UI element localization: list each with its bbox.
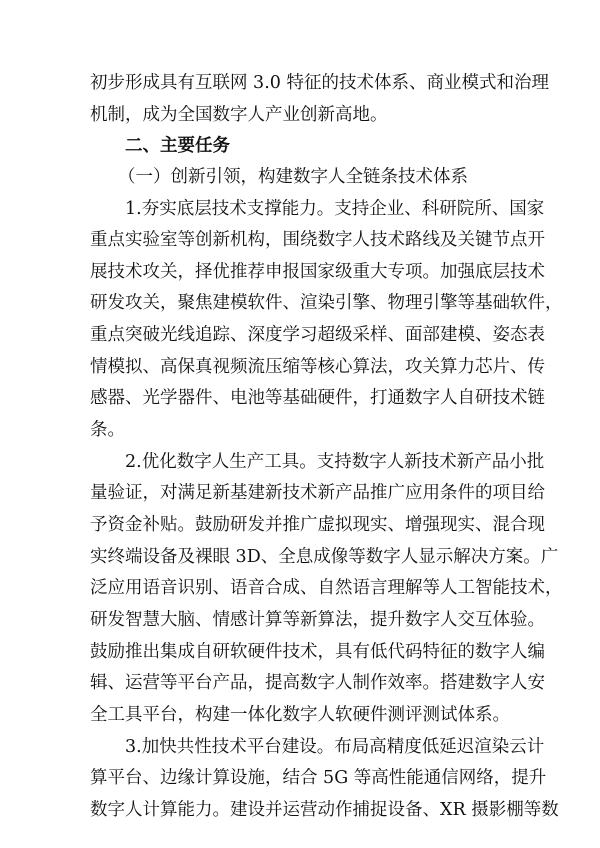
paragraph-line: 数字人计算能力。建设并运营动作捕捉设备、XR 摄影棚等数	[90, 800, 559, 820]
paragraph-line: 3.加快共性技术平台建设。布局高精度低延迟渲染云计	[125, 737, 545, 757]
paragraph-line: 全工具平台，构建一体化数字人软硬件测评测试体系。	[90, 705, 510, 725]
paragraph-line: 展技术攻关，择优推荐申报国家级重大专项。加强底层技术	[90, 262, 545, 282]
paragraph-line: 研发智慧大脑、情感计算等新算法，提升数字人交互体验。	[90, 610, 545, 630]
paragraph-line: 1.夯实底层技术支撑能力。支持企业、科研院所、国家	[125, 199, 545, 219]
paragraph-line: 重点突破光线追踪、深度学习超级采样、面部建模、姿态表	[90, 325, 545, 345]
paragraph-line: 感器、光学器件、电池等基础硬件，打通数字人自研技术链	[90, 388, 545, 408]
paragraph-line: 初步形成具有互联网 3.0 特征的技术体系、商业模式和治理	[90, 73, 549, 93]
paragraph-line: 2.优化数字人生产工具。支持数字人新技术新产品小批	[125, 452, 545, 472]
subsection-heading: （一）创新引领，构建数字人全链条技术体系	[118, 167, 468, 187]
paragraph-line: 实终端设备及裸眼 3D、全息成像等数字人显示解决方案。广	[90, 547, 559, 567]
paragraph-line: 条。	[90, 420, 125, 440]
paragraph-line: 予资金补贴。鼓励研发并推广虚拟现实、增强现实、混合现	[90, 515, 545, 535]
paragraph-line: 鼓励推出集成自研软硬件技术，具有低代码特征的数字人编	[90, 642, 545, 662]
paragraph-line: 研发攻关，聚焦建模软件、渲染引擎、物理引擎等基础软件，	[90, 293, 563, 313]
paragraph-line: 泛应用语音识别、语音合成、自然语言理解等人工智能技术，	[90, 578, 563, 598]
paragraph-line: 辑、运营等平台产品，提高数字人制作效率。搭建数字人安	[90, 673, 545, 693]
paragraph-line: 算平台、边缘计算设施，结合 5G 等高性能通信网络，提升	[90, 768, 547, 788]
paragraph-line: 情模拟、高保真视频流压缩等核心算法，攻关算力芯片、传	[90, 357, 545, 377]
section-heading: 二、主要任务	[125, 136, 230, 156]
paragraph-line: 机制，成为全国数字人产业创新高地。	[90, 105, 388, 125]
paragraph-line: 量验证，对满足新基建新技术新产品推广应用条件的项目给	[90, 483, 545, 503]
paragraph-line: 重点实验室等创新机构，围绕数字人技术路线及关键节点开	[90, 230, 545, 250]
